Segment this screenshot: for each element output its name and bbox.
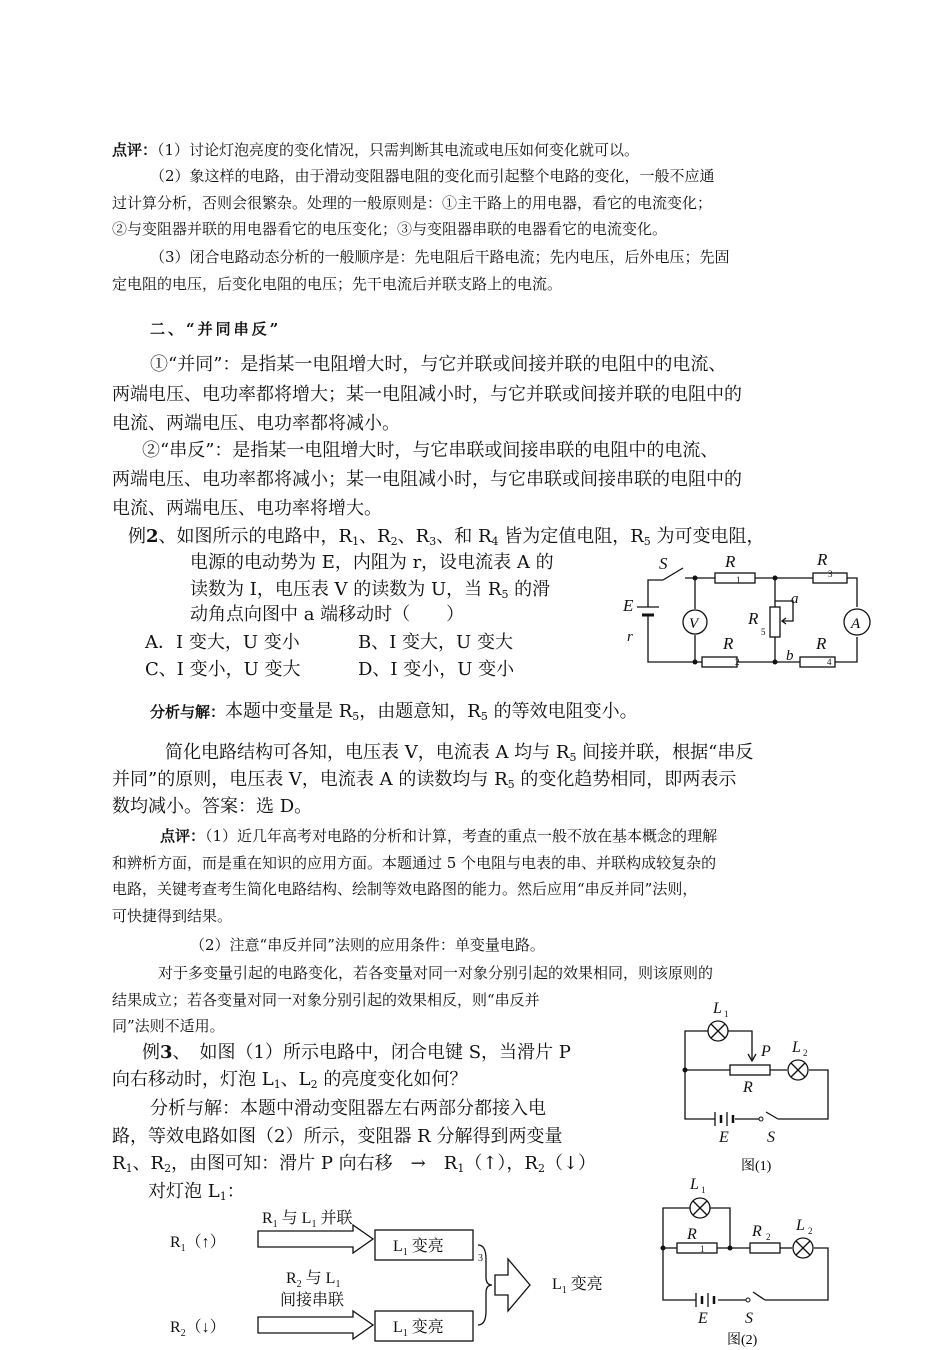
terminal-a-label: a — [791, 591, 799, 607]
terminal-b-label: b — [786, 648, 794, 664]
svg-text:R: R — [752, 1223, 762, 1240]
voltmeter-label: V — [689, 616, 699, 632]
example2-explanation-2: 并同”的原则，电压表 V，电流表 A 的读数均与 $R_5$ 的变化趋势相同，即两表示 — [112, 769, 737, 791]
example3-line-3: 分析与解：本题中滑动变阻器左右两部分都接入电 — [150, 1098, 546, 1119]
svg-text:1: 1 — [724, 1009, 729, 1019]
example2-explanation-1: 简化电路结构可各知，电压表 V，电流表 A 均与 $R_5$ 间接并联，根据“串反 — [165, 742, 754, 764]
comment2-paragraph-1b: 和辨析方面，而是重在知识的应用方面。本题通过 5 个电阻与电表的串、并联构成较复杂的 — [112, 854, 717, 872]
svg-text:P: P — [761, 1043, 771, 1060]
svg-text:L: L — [792, 1039, 801, 1056]
ammeter-label: A — [851, 616, 861, 632]
svg-text:R: R — [723, 634, 734, 653]
flow-box-2: $L_1$ 变亮 — [393, 1319, 444, 1339]
comment2-paragraph-3c: 同”法则不适用。 — [112, 1017, 225, 1035]
rule-series-line-3: 电流、两端电压、电功率将增大。 — [112, 498, 382, 519]
svg-text:L: L — [690, 1176, 699, 1193]
rule-series-line-2: 两端电压、电功率都将减小；某一电阻减小时，与它串联或间接串联的电阻中的 — [112, 469, 742, 490]
comment2-paragraph-1: 点评：（1）近几年高考对电路的分析和计算，考查的重点一般不放在基本概念的理解 — [160, 827, 718, 845]
example2-answer: 数均减小。答案：选 D。 — [112, 796, 313, 817]
rule-series-line-1: ②“串反”：是指某一电阻增大时，与它串联或间接串联的电阻中的电流、 — [142, 440, 719, 461]
emf-label: E — [623, 596, 634, 615]
svg-text:5: 5 — [761, 627, 766, 637]
comment-paragraph-3a: （3）闭合电路动态分析的一般顺序是：先电阻后干路电流；先内电压，后外电压；先固 — [150, 248, 730, 266]
svg-text:L: L — [796, 1217, 805, 1234]
svg-text:3: 3 — [478, 1253, 483, 1264]
comment2-paragraph-1d: 可快捷得到结果。 — [112, 907, 233, 925]
svg-text:R: R — [687, 1226, 697, 1243]
svg-text:S: S — [767, 1129, 775, 1146]
flow-series-label-1: $R_2$ 与 $L_1$ — [286, 1270, 341, 1290]
example2-line-1: 例2、如图所示的电路中，$R_1$、$R_2$、$R_3$、和 $R_4$ 皆为定值电阻，$R_5$ 为可变电阻， — [128, 526, 765, 548]
figure-1-caption: 图(1) — [741, 1159, 772, 1174]
example2-line-3: 读数为 I，电压表 V 的读数为 U，当 $R_5$ 的滑 — [190, 579, 551, 601]
svg-text:E: E — [698, 1310, 708, 1327]
svg-text:2: 2 — [766, 1232, 771, 1242]
example3-line-5: $R_1$、$R_2$，由图可知：滑片 P 向右移 → $R_1(↑)$，$R_2(↓)$ — [112, 1153, 597, 1175]
option-a: A．I 变大，U 变小 — [145, 632, 300, 653]
svg-text:R: R — [743, 1079, 753, 1096]
comment-paragraph-1: 点评：（1）讨论灯泡亮度的变化情况，只需判断其电流或电压如何变化就可以。 — [112, 141, 640, 159]
comment-label: 点评： — [112, 141, 158, 159]
flow-r1-label: $R_1(↑)$ — [170, 1234, 226, 1254]
example3-line-1: 例3、 如图（1）所示电路中，闭合电键 S，当滑片 P — [142, 1042, 571, 1063]
example2-line-2: 电源的电动势为 E，内阻为 r，设电流表 A 的 — [190, 552, 554, 573]
internal-resistance-label: r — [627, 629, 633, 645]
rule-parallel-line-1: ①“并同”：是指某一电阻增大时，与它并联或间接并联的电阻中的电流、 — [150, 354, 727, 375]
rule-parallel-line-3: 电流、两端电压、电功率都将减小。 — [112, 413, 400, 434]
svg-text:2: 2 — [803, 1048, 808, 1058]
flow-r2-label: $R_2(↓)$ — [170, 1319, 226, 1339]
rule-parallel-line-2: 两端电压、电功率都将增大；某一电阻减小时，与它并联或间接并联的电阻中的 — [112, 384, 742, 405]
example2-analysis: 分析与解：本题中变量是 $R_5$，由题意知，$R_5$ 的等效电阻变小。 — [150, 701, 638, 723]
svg-text:R: R — [817, 550, 828, 569]
svg-text:4: 4 — [827, 657, 832, 667]
svg-text:3: 3 — [828, 569, 833, 579]
comment2-paragraph-3b: 结果成立；若各变量对同一对象分别引起的效果相反，则“串反并 — [112, 991, 540, 1009]
example3-line-4: 路，等效电路如图（2）所示，变阻器 R 分解得到两变量 — [112, 1126, 563, 1147]
flow-result: $L_1$ 变亮 — [552, 1276, 603, 1296]
figure-2-caption: 图(2) — [727, 1333, 758, 1348]
example2-line-4: 动角点向图中 a 端移动时（ ） — [190, 604, 465, 625]
example3-line-6: 对灯泡 $L_1$： — [148, 1181, 245, 1203]
comment-paragraph-2a: （2）象这样的电路，由于滑动变阻器电阻的变化而引起整个电路的变化，一般不应通 — [150, 167, 715, 185]
comment2-paragraph-3a: 对于多变量引起的电路变化，若各变量对同一对象分别引起的效果相同，则该原则的 — [158, 964, 714, 982]
svg-text:R: R — [748, 609, 759, 628]
section-heading: 二、“并同串反” — [150, 320, 282, 338]
svg-text:S: S — [745, 1310, 753, 1327]
svg-text:R: R — [816, 634, 827, 653]
svg-text:L: L — [713, 1000, 722, 1017]
svg-text:R: R — [725, 552, 736, 571]
comment-paragraph-2b: 过计算分析，否则会很繁杂。处理的一般原则是：①主干路上的用电器，看它的电流变化； — [112, 194, 713, 212]
comment-paragraph-3b: 定电阻的电压，后变化电阻的电压；先干电流后并联支路上的电流。 — [112, 275, 563, 293]
comment-paragraph-2c: ②与变阻器并联的用电器看它的电压变化；③与变阻器串联的电器看它的电流变化。 — [112, 220, 668, 238]
option-d: D、I 变小，U 变小 — [358, 659, 515, 680]
svg-text:E: E — [719, 1129, 729, 1146]
example2-circuit-diagram — [615, 545, 885, 675]
svg-text:2: 2 — [735, 657, 740, 667]
example3-line-2: 向右移动时，灯泡 $L_1$、$L_2$ 的亮度变化如何？ — [112, 1069, 468, 1091]
flow-parallel-label: $R_1$ 与 $L_1$ 并联 — [262, 1210, 353, 1230]
flow-series-label-2: 间接串联 — [280, 1292, 345, 1309]
figure-1-circuit — [675, 995, 840, 1175]
option-b: B、I 变大，U 变大 — [358, 632, 513, 653]
figure-2-circuit — [650, 1168, 840, 1350]
comment2-paragraph-2: （2）注意“串反并同”法则的应用条件：单变量电路。 — [190, 936, 545, 954]
svg-text:1: 1 — [736, 575, 741, 585]
svg-text:2: 2 — [808, 1226, 813, 1236]
option-c: C、I 变小，U 变大 — [145, 659, 301, 680]
comment2-paragraph-1c: 电路，关键考查考生简化电路结构、绘制等效电路图的能力。然后应用“串反并同”法则， — [112, 880, 698, 898]
reasoning-flow-diagram — [160, 1203, 640, 1350]
svg-text:1: 1 — [701, 1185, 706, 1195]
switch-label: S — [659, 554, 668, 573]
svg-text:1: 1 — [700, 1244, 705, 1254]
flow-box-1: $L_1$ 变亮 — [393, 1238, 444, 1258]
